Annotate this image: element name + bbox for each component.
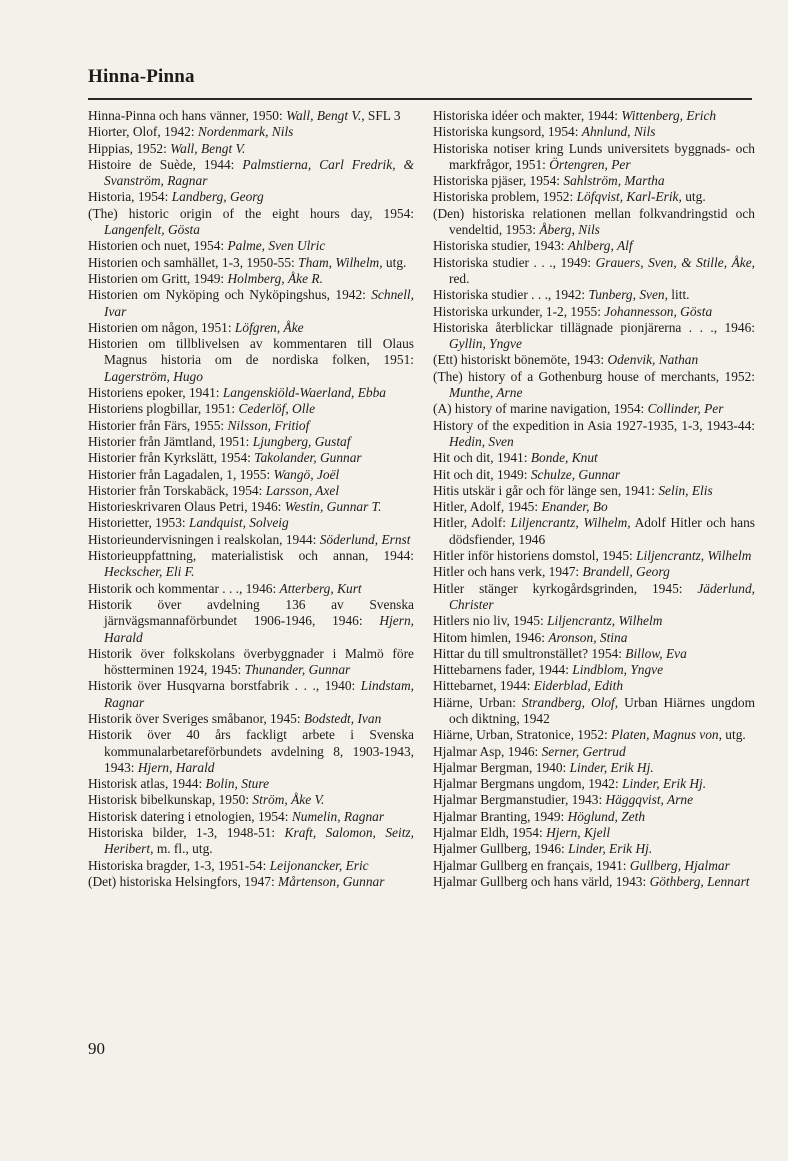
index-entry bbox=[88, 206, 414, 239]
entry-title: Historisk bibelkunskap, 1950: bbox=[88, 792, 253, 808]
entry-author: Häggqvist, Arne bbox=[605, 792, 694, 808]
entry-title: Historiska idéer och makter, 1944: bbox=[433, 108, 622, 123]
entry-title: Historieundervisningen i realskolan, 1944: bbox=[88, 531, 320, 547]
entry-author: Numelin, Ragnar bbox=[291, 808, 385, 824]
entry-author: Lindblom, Yngve bbox=[572, 662, 664, 678]
entry-author: Höglund, Zeth bbox=[567, 808, 646, 824]
entry-title: Hitler, Adolf: bbox=[433, 515, 511, 531]
index-entry bbox=[88, 108, 414, 124]
entry-title: Historia, 1954: bbox=[88, 189, 172, 205]
index-entry bbox=[88, 858, 414, 874]
index-entry bbox=[88, 141, 414, 157]
index-entry bbox=[433, 173, 755, 189]
index-entry bbox=[433, 564, 755, 580]
index-entry bbox=[433, 467, 755, 483]
entry-author: Wall, Bengt V. bbox=[286, 108, 362, 123]
index-entry bbox=[433, 581, 755, 614]
entry-author: Leijonancker, Eric bbox=[269, 857, 369, 873]
entry-title: Historisk datering i etnologien, 1954: bbox=[88, 808, 292, 824]
entry-title: Hitler, Adolf, 1945: bbox=[433, 499, 542, 515]
index-entry bbox=[88, 157, 414, 190]
entry-title: Hjalmar Bergmanstudier, 1943: bbox=[433, 792, 606, 808]
right-column bbox=[433, 108, 755, 890]
entry-author: Wittenberg, Erich bbox=[621, 108, 717, 123]
index-entry bbox=[433, 695, 755, 728]
entry-author: Örtengren, Per bbox=[549, 156, 631, 172]
index-entry bbox=[433, 841, 755, 857]
entry-author: Bolin, Sture bbox=[205, 776, 270, 792]
entry-author: Jäderlund, Christer bbox=[449, 580, 755, 612]
entry-title: Historien om tillblivelsen av kommentaren till Olaus Magnus historia om de nordiska folken, 1951: bbox=[88, 336, 414, 368]
index-entry bbox=[433, 646, 755, 662]
entry-author: Löfgren, Åke bbox=[234, 319, 304, 335]
entry-title: Hjalmar Asp, 1946: bbox=[433, 743, 542, 759]
entry-author: Linder, Erik Hj. bbox=[622, 776, 707, 792]
entry-title: Historiska problem, 1952: bbox=[433, 189, 577, 205]
entry-title: Historier från Färs, 1955: bbox=[88, 417, 228, 433]
entry-author: Nilsson, Fritiof bbox=[227, 417, 310, 433]
index-entry bbox=[433, 238, 755, 254]
entry-author: Liljencrantz, Wilhelm bbox=[547, 613, 663, 629]
entry-title: Historiska urkunder, 1-2, 1955: bbox=[433, 303, 605, 319]
entry-title: Hjalmer Gullberg, 1946: bbox=[433, 841, 569, 857]
entry-suffix: utg. bbox=[681, 189, 706, 205]
index-entry bbox=[433, 320, 755, 353]
entry-title: Historisk atlas, 1944: bbox=[88, 776, 206, 792]
entry-title: Historien och nuet, 1954: bbox=[88, 238, 228, 254]
index-entry bbox=[88, 189, 414, 205]
entry-author: Platen, Magnus von, bbox=[611, 727, 722, 743]
entry-title: Historien om Gritt, 1949: bbox=[88, 270, 228, 286]
entry-author: Aronson, Stina bbox=[548, 629, 628, 645]
entry-author: Sahlström, Martha bbox=[563, 173, 665, 189]
entry-suffix: Adolf Hitler och hans dödsfiender, 1946 bbox=[449, 515, 755, 547]
entry-author: Cederlöf, Olle bbox=[238, 401, 316, 417]
entry-title: Historik över 40 års fackligt arbete i Svenska kommunalarbetareförbundets avdelning 8, 1903-1943, 1943: bbox=[88, 727, 414, 775]
index-entry bbox=[88, 711, 414, 727]
page-number: 90 bbox=[88, 1039, 105, 1058]
entry-author: Ahlberg, Alf bbox=[567, 238, 633, 254]
entry-title: Hitis utskär i går och för länge sen, 1941: bbox=[433, 482, 659, 498]
entry-author: Heckscher, Eli F. bbox=[104, 564, 195, 580]
left-column bbox=[88, 108, 414, 890]
index-entry bbox=[88, 434, 414, 450]
entry-author: Langenskiöld-Waerland, Ebba bbox=[222, 385, 387, 401]
entry-title: Historiska studier . . ., 1942: bbox=[433, 287, 589, 303]
entry-author: Atterberg, Kurt bbox=[279, 580, 362, 596]
index-entry bbox=[433, 255, 755, 288]
entry-title: (The) historic origin of the eight hours day, 1954: bbox=[88, 205, 414, 221]
index-entry bbox=[88, 515, 414, 531]
entry-author: Holmberg, Åke R. bbox=[227, 270, 323, 286]
entry-title: Hitler stänger kyrkogårdsgrinden, 1945: bbox=[433, 580, 698, 596]
entry-title: Historien och samhället, 1-3, 1950-55: bbox=[88, 254, 299, 270]
page-header: Hinna-Pinna bbox=[88, 66, 195, 87]
index-entry bbox=[433, 450, 755, 466]
entry-author: Wangö, Joël bbox=[273, 466, 340, 482]
entry-author: Linder, Erik Hj. bbox=[569, 759, 654, 775]
entry-title: Hjalmar Bergman, 1940: bbox=[433, 759, 570, 775]
entry-title: History of the expedition in Asia 1927-1935, 1-3, 1943-44: bbox=[433, 417, 755, 433]
entry-author: Wall, Bengt V. bbox=[170, 140, 246, 156]
entry-author: Linder, Erik Hj. bbox=[568, 841, 653, 857]
index-entry bbox=[88, 646, 414, 679]
index-entry bbox=[88, 499, 414, 515]
entry-suffix: utg. bbox=[721, 727, 746, 743]
entry-title: Historik över avdelning 136 av Svenska järnvägsmannaförbundet 1906-1946, 1946: bbox=[88, 596, 414, 629]
entry-title: Hippias, 1952: bbox=[88, 140, 171, 156]
entry-title: Historieskrivaren Olaus Petri, 1946: bbox=[88, 499, 285, 515]
entry-title: Histoire de Suède, 1944: bbox=[88, 156, 243, 172]
index-entry bbox=[88, 678, 414, 711]
entry-title: Historier från Lagadalen, 1, 1955: bbox=[88, 466, 274, 482]
index-entry bbox=[433, 662, 755, 678]
index-entry bbox=[88, 776, 414, 792]
entry-suffix: utg. bbox=[382, 254, 407, 270]
entry-title: Historiska studier, 1943: bbox=[433, 238, 568, 254]
entry-title: Hiärne, Urban: bbox=[433, 694, 522, 710]
entry-title: Historik över Sveriges småbanor, 1945: bbox=[88, 710, 304, 726]
entry-suffix: red. bbox=[449, 270, 470, 286]
entry-author: Billow, Eva bbox=[625, 645, 687, 661]
entry-author: Johannesson, Gösta bbox=[604, 303, 713, 319]
index-entry bbox=[433, 744, 755, 760]
entry-suffix: , SFL 3 bbox=[361, 108, 401, 123]
index-entry bbox=[433, 499, 755, 515]
index-entry bbox=[88, 809, 414, 825]
index-entry bbox=[433, 678, 755, 694]
entry-author: Langenfelt, Gösta bbox=[104, 222, 200, 238]
index-entry bbox=[88, 271, 414, 287]
entry-author: Tunberg, Sven, bbox=[588, 287, 668, 303]
entry-author: Bonde, Knut bbox=[530, 450, 598, 466]
entry-title: (A) history of marine navigation, 1954: bbox=[433, 401, 648, 417]
entry-author: Hjern, Harald bbox=[137, 759, 215, 775]
index-entry bbox=[433, 418, 755, 451]
index-entry bbox=[433, 108, 755, 124]
index-entry bbox=[88, 532, 414, 548]
index-entry bbox=[88, 385, 414, 401]
index-entry bbox=[88, 255, 414, 271]
entry-author: Schnell, Ivar bbox=[104, 287, 414, 319]
entry-author: Liljencrantz, Wilhelm, bbox=[510, 515, 631, 531]
entry-title: Historier från Jämtland, 1951: bbox=[88, 433, 253, 449]
index-entry bbox=[88, 450, 414, 466]
entry-author: Ström, Åke V. bbox=[252, 792, 325, 808]
entry-title: Historik över Husqvarna borstfabrik . . ., 1940: bbox=[88, 678, 361, 694]
index-entry bbox=[88, 825, 414, 858]
entry-author: Hjern, Harald bbox=[104, 613, 414, 645]
entry-title: Hitom himlen, 1946: bbox=[433, 629, 549, 645]
entry-author: Göthberg, Lennart bbox=[649, 873, 750, 889]
entry-title: Historiska återblickar tillägnade pionjärerna . . ., 1946: bbox=[433, 319, 755, 335]
entry-title: Hjalmar Gullberg en français, 1941: bbox=[433, 857, 630, 873]
entry-title: Hitler och hans verk, 1947: bbox=[433, 564, 583, 580]
entry-author: Takolander, Gunnar bbox=[254, 450, 362, 466]
entry-author: Tham, Wilhelm, bbox=[298, 254, 383, 270]
entry-title: Hit och dit, 1941: bbox=[433, 450, 531, 466]
entry-author: Landberg, Georg bbox=[171, 189, 264, 205]
index-entry bbox=[88, 336, 414, 385]
entry-title: Hitler inför historiens domstol, 1945: bbox=[433, 548, 637, 564]
index-entry bbox=[433, 825, 755, 841]
index-entry bbox=[88, 483, 414, 499]
entry-title: (The) history of a Gothenburg house of merchants, 1952: bbox=[433, 368, 755, 384]
index-entry bbox=[433, 287, 755, 303]
entry-title: Hiärne, Urban, Stratonice, 1952: bbox=[433, 727, 612, 743]
entry-author: Larsson, Axel bbox=[265, 482, 340, 498]
index-entry bbox=[433, 776, 755, 792]
index-entry bbox=[433, 727, 755, 743]
entry-author: Palmstierna, Carl Fredrik, & Svanström, Ragnar bbox=[104, 156, 414, 189]
entry-author: Strandberg, Olof, bbox=[521, 694, 619, 710]
entry-title: Hjalmar Gullberg och hans värld, 1943: bbox=[433, 873, 650, 889]
entry-author: Selin, Elis bbox=[658, 482, 713, 498]
index-entry bbox=[433, 515, 755, 548]
index-entry bbox=[433, 483, 755, 499]
entry-title: (Det) historiska Helsingfors, 1947: bbox=[88, 873, 279, 889]
entry-author: Munthe, Arne bbox=[449, 385, 523, 401]
entry-title: (Den) historiska relationen mellan folkvandringstid och vendeltid, 1953: bbox=[433, 205, 755, 238]
index-entry bbox=[88, 467, 414, 483]
entry-title: Historiens epoker, 1941: bbox=[88, 385, 223, 401]
entry-author: Eiderblad, Edith bbox=[533, 678, 624, 694]
entry-author: Bodstedt, Ivan bbox=[303, 710, 382, 726]
entry-author: Kraft, Salomon, Seitz, Heribert, bbox=[104, 825, 414, 857]
entry-author: Löfqvist, Karl-Erik, bbox=[576, 189, 682, 205]
entry-title: Hjalmar Bergmans ungdom, 1942: bbox=[433, 776, 623, 792]
index-entry bbox=[433, 189, 755, 205]
entry-title: Hittebarnet, 1944: bbox=[433, 678, 534, 694]
entry-title: Historieuppfattning, materialistisk och annan, 1944: bbox=[88, 548, 414, 564]
entry-title: Hinna-Pinna och hans vänner, 1950: bbox=[88, 108, 287, 123]
index-entry bbox=[88, 124, 414, 140]
entry-title: Historik över folkskolans överbyggnader i Malmö före höstterminen 1924, 1945: bbox=[88, 645, 414, 678]
index-entry bbox=[88, 418, 414, 434]
index-entry bbox=[88, 287, 414, 320]
entry-suffix: m. fl., utg. bbox=[153, 841, 213, 857]
entry-title: Historik och kommentar . . ., 1946: bbox=[88, 580, 280, 596]
entry-title: Historien om någon, 1951: bbox=[88, 319, 235, 335]
entry-author: Serner, Gertrud bbox=[541, 743, 626, 759]
entry-author: Gyllin, Yngve bbox=[449, 336, 522, 352]
entry-author: Enander, Bo bbox=[541, 499, 608, 515]
index-entry bbox=[433, 141, 755, 174]
header-rule bbox=[88, 98, 752, 100]
entry-title: Historier från Kyrkslätt, 1954: bbox=[88, 450, 255, 466]
entry-author: Åberg, Nils bbox=[539, 222, 600, 238]
index-entry bbox=[433, 858, 755, 874]
entry-author: Palme, Sven Ulric bbox=[227, 238, 326, 254]
entry-title: Hittebarnens fader, 1944: bbox=[433, 662, 573, 678]
entry-author: Landquist, Solveig bbox=[189, 515, 289, 531]
index-entry bbox=[433, 548, 755, 564]
entry-author: Ljungberg, Gustaf bbox=[252, 433, 351, 449]
entry-title: Hjalmar Branting, 1949: bbox=[433, 808, 568, 824]
index-entry bbox=[433, 792, 755, 808]
entry-title: Hjalmar Eldh, 1954: bbox=[433, 825, 547, 841]
index-entry bbox=[88, 548, 414, 581]
entry-title: Historiens plogbillar, 1951: bbox=[88, 401, 239, 417]
index-entry bbox=[433, 630, 755, 646]
entry-author: Thunander, Gunnar bbox=[244, 662, 351, 678]
entry-author: Hjern, Kjell bbox=[546, 825, 611, 841]
index-entry bbox=[433, 613, 755, 629]
entry-author: Lagerström, Hugo bbox=[104, 368, 203, 384]
index-entry bbox=[88, 401, 414, 417]
entry-title: Hitlers nio liv, 1945: bbox=[433, 613, 548, 629]
entry-title: (Ett) historiskt bönemöte, 1943: bbox=[433, 352, 608, 368]
index-entry bbox=[433, 304, 755, 320]
index-entry bbox=[433, 369, 755, 402]
entry-title: Hittar du till smultronstället? 1954: bbox=[433, 645, 626, 661]
entry-author: Söderlund, Ernst bbox=[319, 531, 411, 547]
index-entry bbox=[433, 352, 755, 368]
entry-author: Lindstam, Ragnar bbox=[104, 678, 414, 710]
entry-suffix: litt. bbox=[667, 287, 690, 303]
entry-title: Historiska notiser kring Lunds universitets byggnads- och markfrågor, 1951: bbox=[433, 140, 755, 172]
entry-title: Historiska bragder, 1-3, 1951-54: bbox=[88, 857, 270, 873]
entry-author: Liljencrantz, Wilhelm bbox=[636, 548, 752, 564]
index-entry bbox=[433, 206, 755, 239]
index-entry bbox=[433, 760, 755, 776]
entry-author: Nordenmark, Nils bbox=[197, 124, 294, 140]
index-entry bbox=[88, 320, 414, 336]
index-entry bbox=[88, 238, 414, 254]
entry-suffix: Urban Hiärnes ungdom och diktning, 1942 bbox=[449, 694, 755, 726]
index-entry bbox=[433, 401, 755, 417]
index-entry bbox=[88, 597, 414, 646]
entry-title: Historiska kungsord, 1954: bbox=[433, 124, 582, 140]
entry-author: Westin, Gunnar T. bbox=[284, 499, 382, 515]
index-entry bbox=[88, 874, 414, 890]
entry-author: Ahnlund, Nils bbox=[581, 124, 656, 140]
index-entry bbox=[433, 874, 755, 890]
entry-title: Historiska studier . . ., 1949: bbox=[433, 254, 596, 270]
entry-author: Brandell, Georg bbox=[582, 564, 670, 580]
entry-title: Historien om Nyköping och Nyköpingshus, 1942: bbox=[88, 287, 372, 303]
entry-author: Collinder, Per bbox=[647, 401, 724, 417]
entry-author: Grauers, Sven, & Stille, Åke, bbox=[595, 254, 755, 270]
entry-title: Historiska pjäser, 1954: bbox=[433, 173, 564, 189]
index-entry bbox=[433, 809, 755, 825]
entry-title: Hit och dit, 1949: bbox=[433, 466, 531, 482]
entry-title: Historietter, 1953: bbox=[88, 515, 189, 531]
index-entry bbox=[433, 124, 755, 140]
entry-title: Historiska bilder, 1-3, 1948-51: bbox=[88, 825, 285, 841]
entry-author: Gullberg, Hjalmar bbox=[629, 857, 730, 873]
entry-author: Odenvik, Nathan bbox=[607, 352, 699, 368]
entry-author: Mårtenson, Gunnar bbox=[278, 873, 385, 889]
entry-title: Hiorter, Olof, 1942: bbox=[88, 124, 198, 140]
index-entry bbox=[88, 727, 414, 776]
index-entry bbox=[88, 581, 414, 597]
entry-author: Schulze, Gunnar bbox=[530, 466, 621, 482]
entry-title: Historier från Torskabäck, 1954: bbox=[88, 482, 266, 498]
entry-author: Hedin, Sven bbox=[449, 433, 514, 449]
index-entry bbox=[88, 792, 414, 808]
